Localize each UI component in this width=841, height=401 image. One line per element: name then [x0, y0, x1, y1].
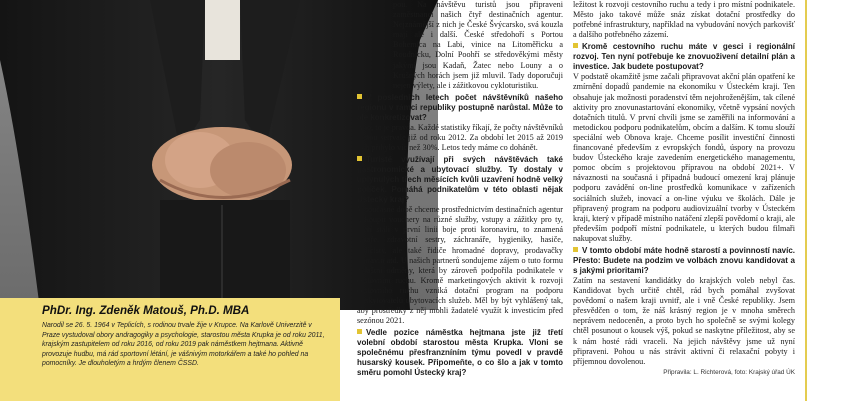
photo-credit: Připravila: L. Richterová, foto: Krajský úřad ÚK [663, 368, 795, 376]
article-column-1 [357, 0, 563, 378]
question-text: V tomto období máte hodně starostí a povinností navíc. Přesto: Budete na podzim ve volbách znovu kandidovat a s jakými prioritami? [573, 245, 795, 275]
paragraph: pou. Na návštěvu turistů jsou připraveni zaměstnanci našich čtyř destinačních agentur. Nejznámější z nich je České Švýcarsko, svá kouzla mají ale i další. České středohoří s Portou Bohemica na Labi, vinice na Litoměřicku a Roudnicku, Dolní Poohří se středověkými městy jakými jsou Kadaň, Žatec nebo Louny a o Krušných horách jsem již mluvil. Tady doporučuji nejen výlety, ale i zážitkovou cykloturistiku. [393, 0, 563, 90]
question [357, 155, 563, 205]
question [573, 246, 795, 276]
bullet-square-icon [573, 43, 578, 48]
question [357, 93, 563, 123]
answer: Zatím na sestavení kandidátky do krajských voleb nebyl čas. Kandidovat bych určitě chtěl, rád bych pomáhal zvyšovat povědomí o našem kraji uvnitř, ale i vně České republiky. Jsem přesvědčen o tom, že náš krásný region je v mnoha směrech neprávem nedoceněn, a proto bych ho společně se svými kolegy chtěl posunout o kousek výš, pokud se naskytne příležitost, aby se k nám hosté rádi vraceli. Na jejich návštěvy jsme už nyní připraveni. Pohou u nás strávit aktivní či relaxační pobyty i příjemnou dovolenou. [573, 275, 795, 366]
question-text: V posledních letech počet návštěvníků našeho regionu v rámci republiky postupně narůstal. Může to ale konkretizovat? [357, 92, 563, 122]
bullet-square-icon [357, 329, 362, 334]
bio-box [0, 298, 340, 401]
question-text: Turisté využívají při svých návštěvách také gastronomické a ubytovací služby. Ty dostaly v uplynulých třech měsících kvůli uzavření hodně velký políček. Pomáhá podnikatelům v této oblasti nějak Ústecký kraj? [357, 155, 563, 205]
bio-text: Narodil se 26. 5. 1964 v Teplicích, s rodinou trvale žije v Krupce. Na Karlově Univerzitě v Praze vystudoval obory andragogiky a psychologie, starostou města Krupka je od roku 2011, krajským zastupitelem od roku 2016, od roku 2019 pak náměstkem hejtmana. Aktivně provozuje hudbu, má rád sportovní létání, je vášnivým motorkářem a také ho pohled na pomocníky. Je dlouholetým a hrdým členem ČSSD. [42, 322, 325, 368]
question-text: Vedle pozice náměstka hejtmana jste již třetí volební období starostou města Krupka. Vloni se společnému přesfranzníním týmu povedl v pravdě husarský kousek. Připomeňte, o co šlo a jak v tomto směru pomohl Ústecký kraj? [357, 328, 563, 378]
bullet-square-icon [357, 94, 362, 99]
answer: V podstatě okamžitě jsme začali připravovat akční plán opatření ke zmírnění dopadů pandemie na ekonomiku v Ústeckém kraji. Ten obsahuje jak možnosti poradenství těm nejohroženějším, tak cílené aktivity pro znovunastartování ekonomiky, včetně vypsání nových dotačních titulů. V první chvíli jsme se zaměřili na informování a metodickou podporu podnikatelům, obcím a dalším. K tomu slouží speciální web Obnova kraje. Chceme posílit investiční činnosti financované především z evropských fondů, úspory na provozu budov Ústeckého kraje zavedením energetického managementu, pomoc obcím s projektovou přípravou na období 2021+. V návaznosti na současná i připadná budoucí omezení kraj plánuje podporu zavádění on-line prostředků komunikace v zařízeních sociálních služeb, inovací a on-line výuku ve školách. Dále je připravený program na podporu audiovizuální tvorby v Ústeckém kraji, který v případě místního natáčení zlepší povědomí o kraji, ale především podpoří místní podnikatele, u kterých budou filmaři nakupovat služby. [573, 72, 795, 243]
paragraph: ležitost k rozvoji cestovního ruchu a tedy i pro místní podnikatele. Město jako takové může snáz získat dotační prostředky do potřebné infrastruktury, například na vybudování nových parkovišť a dalšího potřebného zázemí. [573, 0, 795, 40]
page-edge-divider [805, 0, 807, 401]
bullet-square-icon [357, 156, 362, 161]
question [573, 42, 795, 72]
question [357, 328, 563, 378]
question-text: Kromě cestovního ruchu máte v gesci i regionální rozvoj. Ten nyní potřebuje ke znovuoživení detailní plán a investice. Jak budete postupovat? [573, 42, 795, 72]
bullet-square-icon [573, 247, 578, 252]
bio-name: PhDr. Ing. Zdeněk Matouš, Ph.D. MBA [42, 304, 250, 317]
article-column-2 [573, 0, 795, 378]
answer: V současné době chceme prostřednictvím destinačních agentur nakoupit vouchery na různé služby, vstupy a zážitky pro ty, kteří stáli v první linii boje proti koronaviru, to znamená lékaře, zdravotní sestry, záchranáře, hygieniky, hasiče, policisty, ale také řidiče hromadné dopravy, prodavačky potravin atd. U našich partnerů sondujeme zájem o tuto formu zvláštní odměny, která by zároveň podpořila podnikatele v cestovním ruchu. Kromě marketingových aktivit k rozvoji cestovního ruchu vzniká dotační program na podporu poskytovatelů ubytovacích služeb. Měl by být vyhlášený tak, aby prostředky z něj mohli žadatelé využít k investicím před sezónou 2021. [357, 205, 563, 326]
page-margin [812, 0, 841, 401]
answer: Ano, to je pravda. Každé statistiky říkají, že počty návštěvníků rostou setrvale již od roku 2012. Za období let 2015 až 2019 jich přibylo víc než 30%. Letos tedy máme co dohánět. [357, 122, 563, 153]
